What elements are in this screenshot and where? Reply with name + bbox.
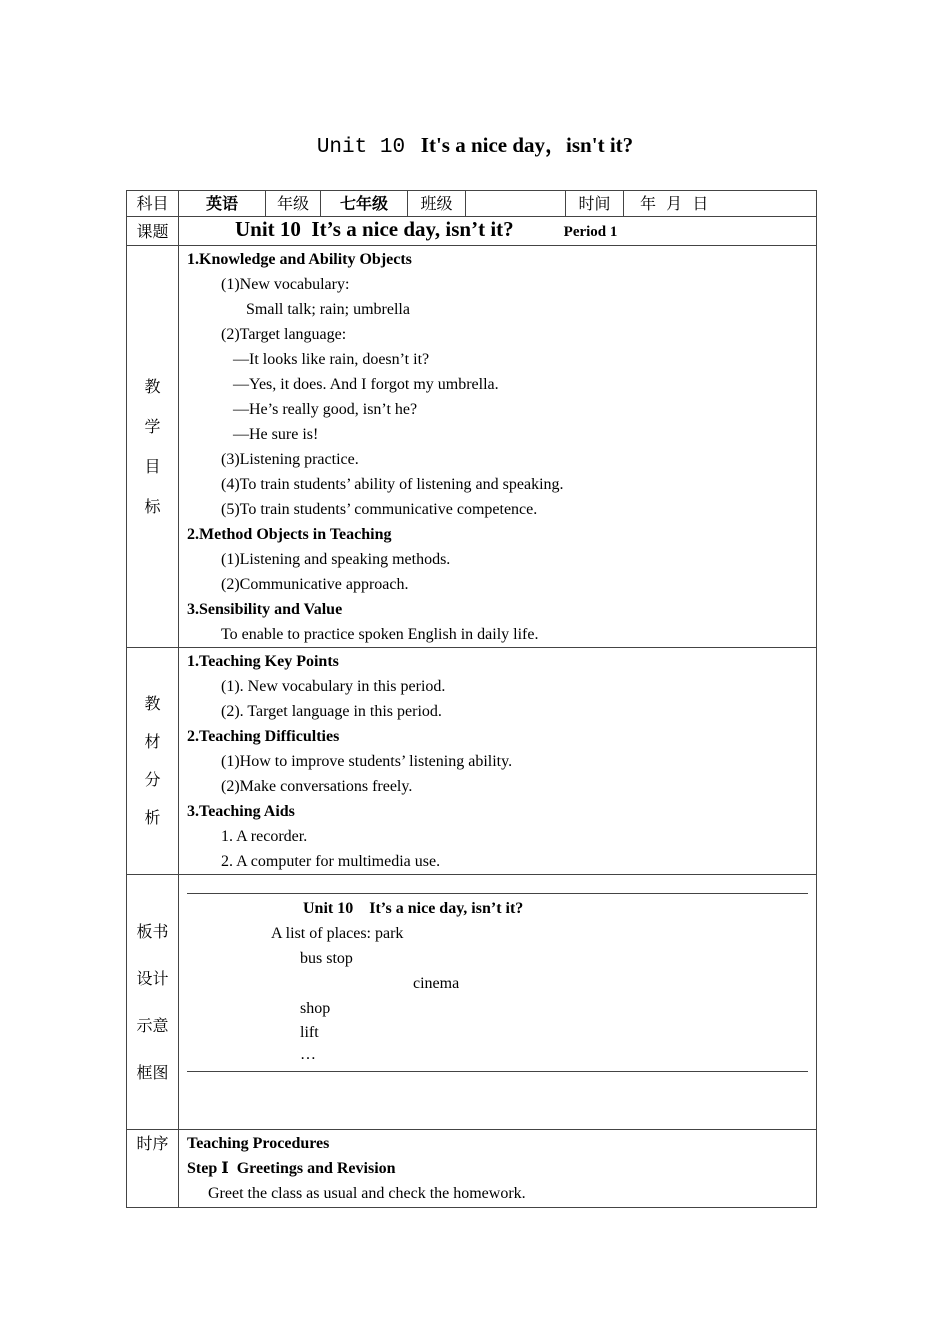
board-content [179, 875, 817, 1130]
subject-value: 英语 [179, 191, 266, 217]
board-label-word: 框图 [136, 1063, 169, 1082]
board-top-rule [187, 893, 808, 894]
analysis-line: 2. A computer for multimedia use. [221, 853, 441, 870]
objectives-label-char: 目 [144, 456, 161, 476]
analysis-label-char: 析 [144, 808, 161, 827]
board-item: cinema [413, 975, 460, 992]
objectives-line: (5)To train students’ communicative competence. [221, 501, 538, 518]
lesson-plan-table [126, 190, 817, 1208]
objectives-line: (1)New vocabulary: [221, 276, 350, 293]
objectives-line: —He’s really good, isn’t he? [233, 401, 418, 418]
board-label [127, 875, 179, 1130]
subject-label: 科目 [127, 191, 179, 217]
title-unit: Unit 10 [316, 136, 406, 159]
header-row [127, 191, 817, 217]
board-item: … [300, 1046, 316, 1063]
analysis-line: (1). New vocabulary in this period. [221, 678, 446, 695]
analysis-label-char: 材 [144, 732, 161, 751]
objectives-line: (3)Listening practice. [221, 451, 359, 468]
objectives-line: Small talk; rain; umbrella [246, 301, 410, 318]
objectives-label-char: 教 [144, 376, 161, 396]
board-item: lift [300, 1024, 319, 1041]
objectives-line: (2)Communicative approach. [221, 576, 409, 593]
objectives-line: —He sure is! [233, 426, 319, 443]
analysis-content [179, 648, 817, 875]
procedures-label: 时序 [127, 1130, 179, 1208]
grade-label: 年级 [266, 191, 321, 217]
objectives-label-char: 标 [144, 496, 161, 516]
class-label: 班级 [408, 191, 466, 217]
board-list-intro: A list of places: park [271, 925, 404, 942]
board-item: shop [300, 1000, 331, 1017]
analysis-row [127, 648, 817, 875]
board-heading: Unit 10 It’s a nice day, isn’t it? [303, 900, 524, 917]
objectives-line: To enable to practice spoken English in daily life. [221, 626, 539, 643]
procedures-heading: Teaching Procedures [187, 1135, 330, 1152]
analysis-heading: 1.Teaching Key Points [187, 653, 339, 670]
title-text: It's a nice day，isn't it? [420, 133, 634, 157]
objectives-line: —It looks like rain, doesn’t it? [233, 351, 430, 368]
course-period: Period 1 [563, 224, 618, 240]
objectives-line: —Yes, it does. And I forgot my umbrella. [233, 376, 499, 393]
document-title [0, 130, 950, 163]
analysis-line: 1. A recorder. [221, 828, 308, 845]
analysis-line: (2). Target language in this period. [221, 703, 442, 720]
procedures-step: Step Ⅰ Greetings and Revision [187, 1160, 396, 1177]
analysis-label-char: 教 [144, 694, 161, 713]
objectives-heading: 2.Method Objects in Teaching [187, 526, 392, 543]
course-label: 课题 [127, 217, 179, 246]
procedures-row [127, 1130, 817, 1208]
objectives-heading: 3.Sensibility and Value [187, 601, 343, 618]
board-label-word: 板书 [136, 922, 169, 941]
objectives-heading: 1.Knowledge and Ability Objects [187, 251, 412, 268]
course-title: Unit 10 It’s a nice day, isn’t it? [235, 217, 514, 241]
course-row [127, 217, 817, 246]
objectives-line: (2)Target language: [221, 326, 347, 343]
analysis-line: (2)Make conversations freely. [221, 778, 413, 795]
procedures-content [179, 1130, 817, 1208]
analysis-heading: 3.Teaching Aids [187, 803, 295, 820]
class-value [466, 191, 566, 217]
grade-value: 七年级 [321, 191, 408, 217]
objectives-row [127, 246, 817, 648]
objectives-line: (1)Listening and speaking methods. [221, 551, 451, 568]
analysis-label-char: 分 [144, 770, 161, 789]
board-bottom-rule [187, 1071, 808, 1072]
time-value: 年 月 日 [624, 191, 817, 217]
analysis-label [127, 648, 179, 875]
time-label: 时间 [566, 191, 624, 217]
analysis-heading: 2.Teaching Difficulties [187, 728, 340, 745]
objectives-line: (4)To train students’ ability of listening and speaking. [221, 476, 564, 493]
board-item: bus stop [300, 950, 353, 967]
objectives-label-char: 学 [144, 416, 161, 436]
board-label-word: 示意 [136, 1016, 169, 1035]
board-label-word: 设计 [136, 969, 169, 988]
analysis-line: (1)How to improve students’ listening ability. [221, 753, 513, 770]
course-cell [179, 217, 817, 246]
procedures-text: Greet the class as usual and check the homework. [208, 1185, 526, 1202]
objectives-content [179, 246, 817, 648]
objectives-label [127, 246, 179, 648]
board-design [179, 875, 816, 1129]
board-row [127, 875, 817, 1130]
